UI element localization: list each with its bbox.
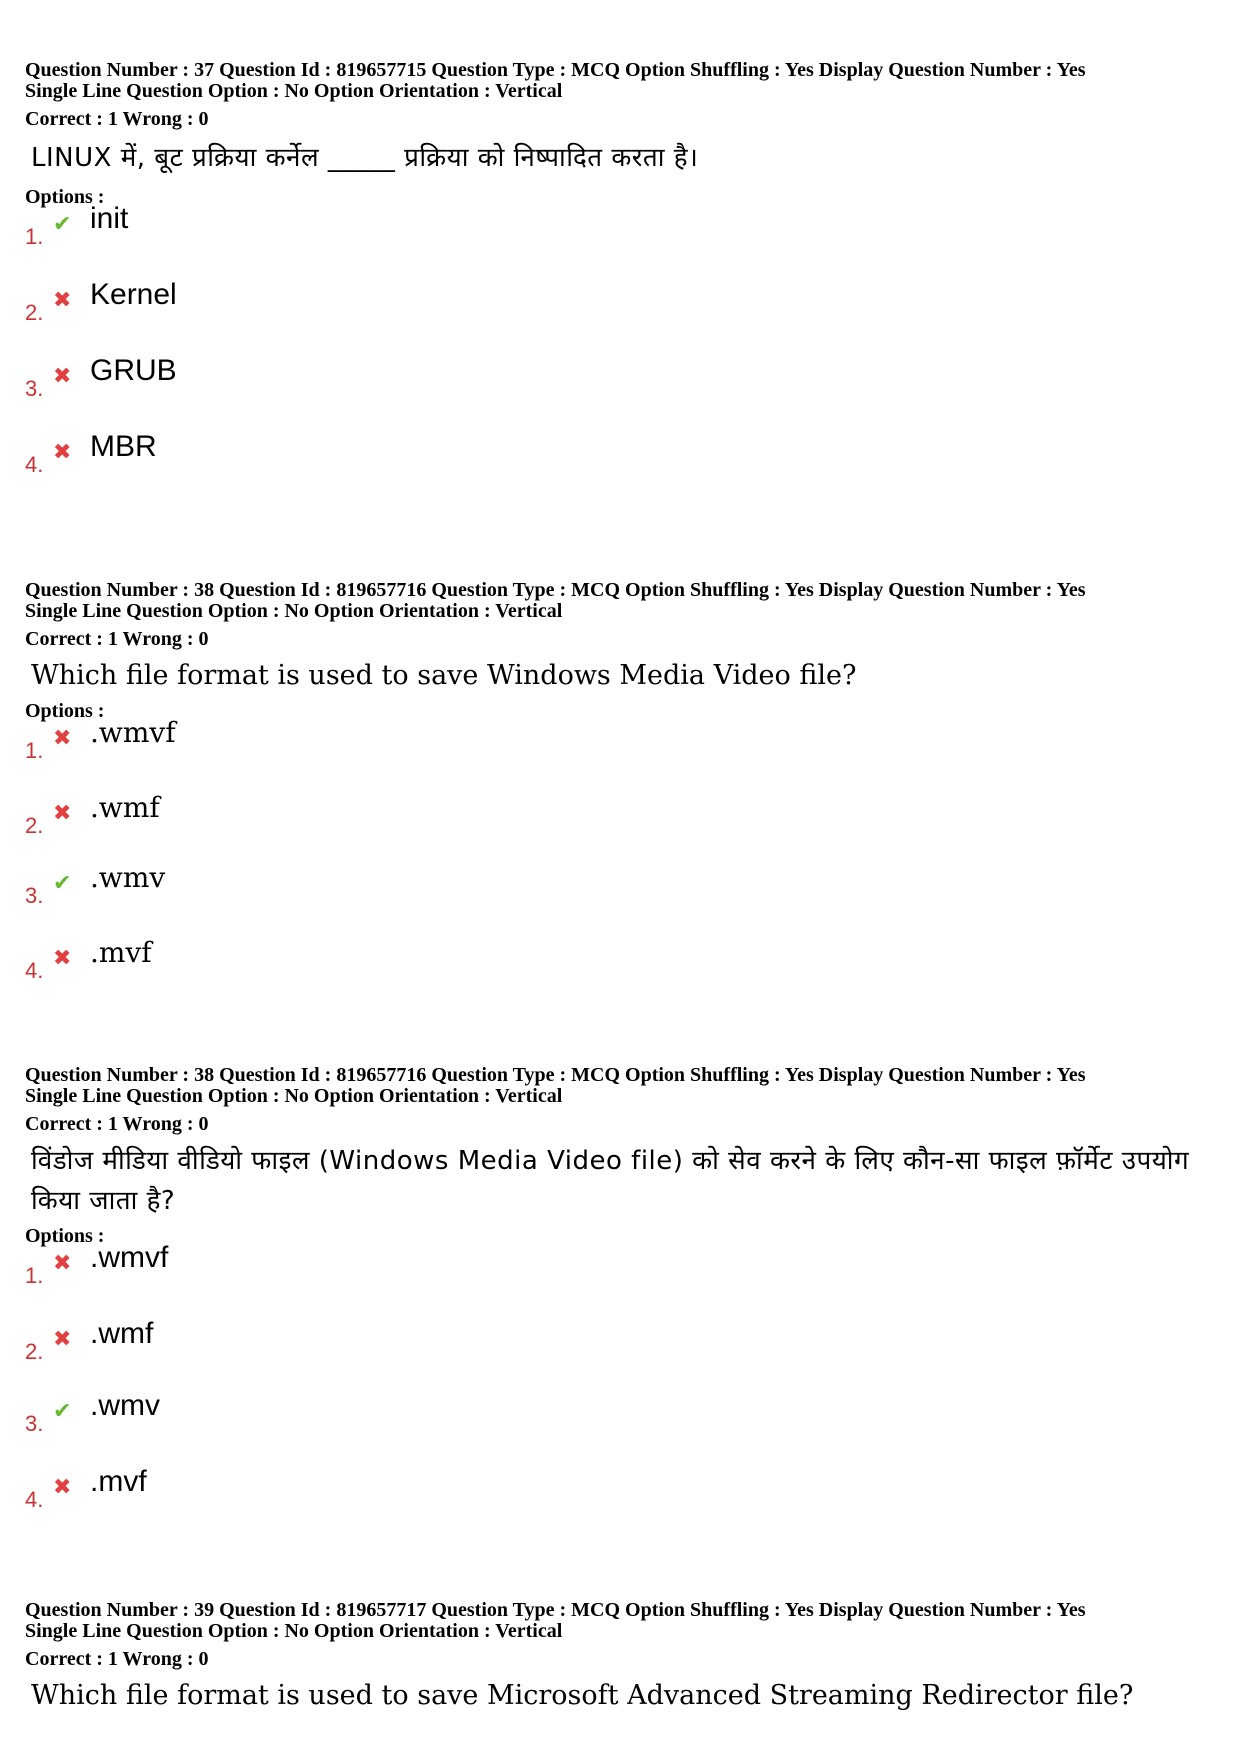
option-text: .wmf [90,791,160,824]
options-list [25,1241,1225,1549]
question-text: LINUX में, बूट प्रक्रिया कर्नेल _____ प्रक्रिया को निष्पादित करता है। [31,143,699,173]
check-mark-icon: ✔ [53,1399,72,1424]
option-number: 4. [25,1487,44,1512]
question-meta-line1: Question Number : 39 Question Id : 819657717 Question Type : MCQ Option Shuffling : Yes Display Question Number : Yes [25,1599,1086,1621]
correct-wrong-marks: Correct : 1 Wrong : 0 [25,108,209,130]
option-text: GRUB [90,354,177,387]
question-block-38-hi [25,1065,1225,1549]
option-number: 1. [25,738,44,763]
option-text: .wmvf [90,1241,169,1274]
option-number: 3. [25,1411,44,1436]
check-mark-icon: ✔ [53,212,72,237]
option-text: .mvf [90,936,152,969]
option-1 [25,1241,1225,1325]
option-number: 4. [25,452,44,477]
correct-wrong-marks: Correct : 1 Wrong : 0 [25,628,209,650]
option-text: .mvf [90,1465,147,1498]
question-block-39 [25,1600,1225,1716]
options-list [25,202,1225,514]
option-4 [25,936,1225,1020]
option-2 [25,1317,1225,1397]
options-label: Options : [25,186,105,208]
cross-mark-icon: ✖ [53,440,72,465]
option-2 [25,278,1225,362]
question-meta-line1: Question Number : 38 Question Id : 819657716 Question Type : MCQ Option Shuffling : Yes Display Question Number : Yes [25,1064,1086,1086]
option-1 [25,716,1225,799]
cross-mark-icon: ✖ [53,801,72,826]
question-text: Which file format is used to save Windows Media Video file? [31,660,857,691]
cross-mark-icon: ✖ [53,946,72,971]
cross-mark-icon: ✖ [53,364,72,389]
options-label: Options : [25,700,105,722]
option-4 [25,430,1225,514]
option-4 [25,1465,1225,1549]
cross-mark-icon: ✖ [53,288,72,313]
question-meta-line2: Single Line Question Option : No Option Orientation : Vertical [25,1620,563,1642]
check-mark-icon: ✔ [53,871,72,896]
option-text: .wmf [90,1317,154,1350]
option-number: 3. [25,376,44,401]
option-text: init [90,202,129,235]
cross-mark-icon: ✖ [53,726,72,751]
option-number: 1. [25,1263,44,1288]
question-meta-line1: Question Number : 38 Question Id : 819657716 Question Type : MCQ Option Shuffling : Yes Display Question Number : Yes [25,579,1086,601]
question-meta-line1: Question Number : 37 Question Id : 819657715 Question Type : MCQ Option Shuffling : Yes Display Question Number : Yes [25,59,1086,81]
option-text: .wmv [90,1389,160,1422]
correct-wrong-marks: Correct : 1 Wrong : 0 [25,1648,209,1670]
option-text: .wmv [90,861,166,894]
options-label: Options : [25,1225,105,1247]
option-text: .wmvf [90,716,176,749]
question-block-37 [25,60,1225,514]
question-meta-line2: Single Line Question Option : No Option Orientation : Vertical [25,600,563,622]
option-number: 4. [25,958,44,983]
option-3 [25,354,1225,438]
cross-mark-icon: ✖ [53,1327,72,1352]
options-list [25,716,1225,1020]
question-meta-line2: Single Line Question Option : No Option Orientation : Vertical [25,1085,563,1107]
option-text: Kernel [90,278,177,311]
cross-mark-icon: ✖ [53,1475,72,1500]
option-number: 1. [25,224,44,249]
question-text: Which file format is used to save Microsoft Advanced Streaming Redirector file? [31,1680,1134,1711]
option-3 [25,861,1225,944]
option-number: 2. [25,1339,44,1364]
option-3 [25,1389,1225,1473]
option-1 [25,202,1225,286]
cross-mark-icon: ✖ [53,1251,72,1276]
option-2 [25,791,1225,869]
question-text: विंडोज मीडिया वीडियो फाइल (Windows Media Video file) को सेव करने के लिए कौन-सा फाइल फ़ॉर्मेट उपयोग किया जाता है? [31,1146,1190,1216]
option-text: MBR [90,430,157,463]
option-number: 3. [25,883,44,908]
option-number: 2. [25,300,44,325]
question-meta-line2: Single Line Question Option : No Option Orientation : Vertical [25,80,563,102]
question-block-38-en [25,580,1225,1020]
correct-wrong-marks: Correct : 1 Wrong : 0 [25,1113,209,1135]
option-number: 2. [25,813,44,838]
